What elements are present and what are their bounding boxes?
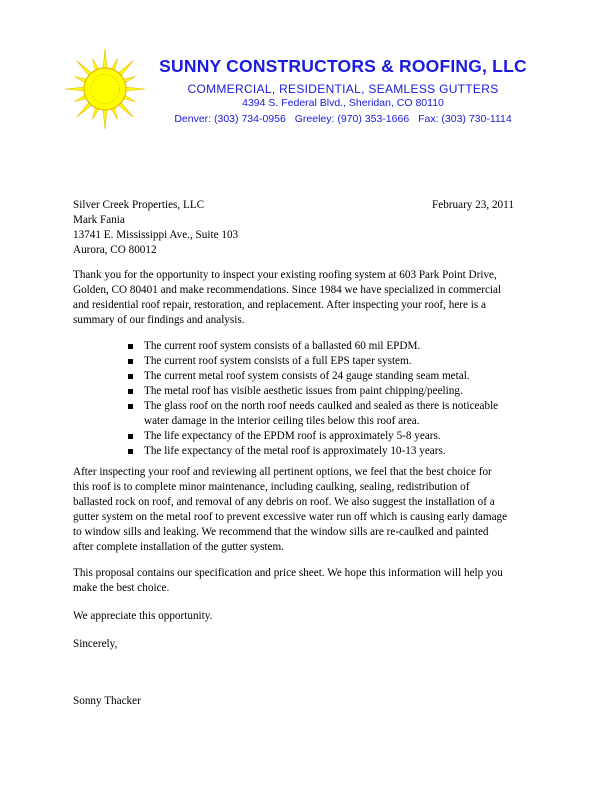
intro-paragraph [73, 268, 541, 328]
text-line: water damage in the interior ceiling tiles below this roof area. [144, 415, 420, 427]
text-line: summary of our findings and analysis. [73, 314, 245, 326]
list-item [128, 429, 538, 444]
phone-denver: Denver: (303) 734-0956 [174, 113, 286, 125]
list-item [128, 399, 538, 429]
text-line: gutter system on the metal roof to prevent excessive water run off which is causing early damage [73, 511, 508, 523]
recommendation-paragraph [73, 465, 541, 555]
sun-ray [124, 87, 145, 91]
text-line: make the best choice. [73, 582, 170, 594]
fax-number: Fax: (303) 730-1114 [418, 113, 512, 125]
text-line: The current roof system consists of a ballasted 60 mil EPDM. [144, 340, 421, 352]
company-address: 4394 S. Federal Blvd., Sheridan, CO 80110 [242, 97, 444, 109]
recipient-line: Mark Fania [73, 214, 125, 226]
phone-greeley: Greeley: (970) 353-1666 [294, 113, 410, 125]
recipient-line: Aurora, CO 80012 [73, 244, 157, 256]
text-line: Golden, CO 80401 and make recommendations. Since 1984 we have specialized in commercial [73, 284, 502, 296]
list-item [128, 444, 538, 459]
text-line: to window sills and leaking. We recommend that the window sills are re-caulked and painted [73, 526, 489, 538]
company-tagline: COMMERCIAL, RESIDENTIAL, SEAMLESS GUTTERS [187, 82, 499, 96]
text-line: The life expectancy of the metal roof is approximately 10-13 years. [144, 445, 446, 457]
text-line: The current metal roof system consists of 24 gauge standing seam metal. [144, 370, 470, 382]
text-line: ballasted rock on roof, and removal of any debris on roof. We also suggest the installation of a [73, 496, 495, 508]
text-line: and residential roof repair, restoration, and replacement. After inspecting your roof, here is a [73, 299, 487, 311]
text-line: After inspecting your roof and reviewing all pertinent options, we feel that the best choice for [73, 466, 492, 478]
findings-list [128, 339, 538, 459]
text-line: This proposal contains our specification and price sheet. We hope this information will help you [73, 567, 503, 579]
proposal-paragraph [73, 566, 541, 596]
list-item [128, 369, 538, 384]
sun-ray [65, 87, 86, 91]
appreciation-line: We appreciate this opportunity. [73, 610, 213, 622]
list-item [128, 354, 538, 369]
text-line: after complete installation of the gutter system. [73, 541, 284, 553]
text-line: The metal roof has visible aesthetic issues from paint chipping/peeling. [144, 385, 463, 397]
closing-line: Sincerely, [73, 638, 118, 650]
recipient-line: Silver Creek Properties, LLC [73, 199, 205, 211]
text-line: Thank you for the opportunity to inspect your existing roofing system at 603 Park Point Drive, [73, 269, 497, 281]
text-line: The life expectancy of the EPDM roof is approximately 5-8 years. [144, 430, 441, 442]
recipient-line: 13741 E. Mississippi Ave., Suite 103 [73, 229, 239, 241]
sun-ray [103, 108, 107, 129]
sun-icon [64, 48, 146, 130]
text-line: this roof is to complete minor maintenance, including caulking, sealing, redistribution of [73, 481, 470, 493]
text-line: The glass roof on the north roof needs caulked and sealed as there is noticeable [144, 400, 499, 412]
company-phones [148, 113, 538, 125]
recipient-address [73, 198, 373, 258]
signature-name: Sonny Thacker [73, 695, 141, 707]
list-item [128, 339, 538, 354]
letter-date: February 23, 2011 [432, 199, 514, 211]
list-item [128, 384, 538, 399]
company-name: SUNNY CONSTRUCTORS & ROOFING, LLC [159, 56, 527, 76]
text-line: The current roof system consists of a full EPS taper system. [144, 355, 412, 367]
sun-ray [103, 49, 107, 70]
